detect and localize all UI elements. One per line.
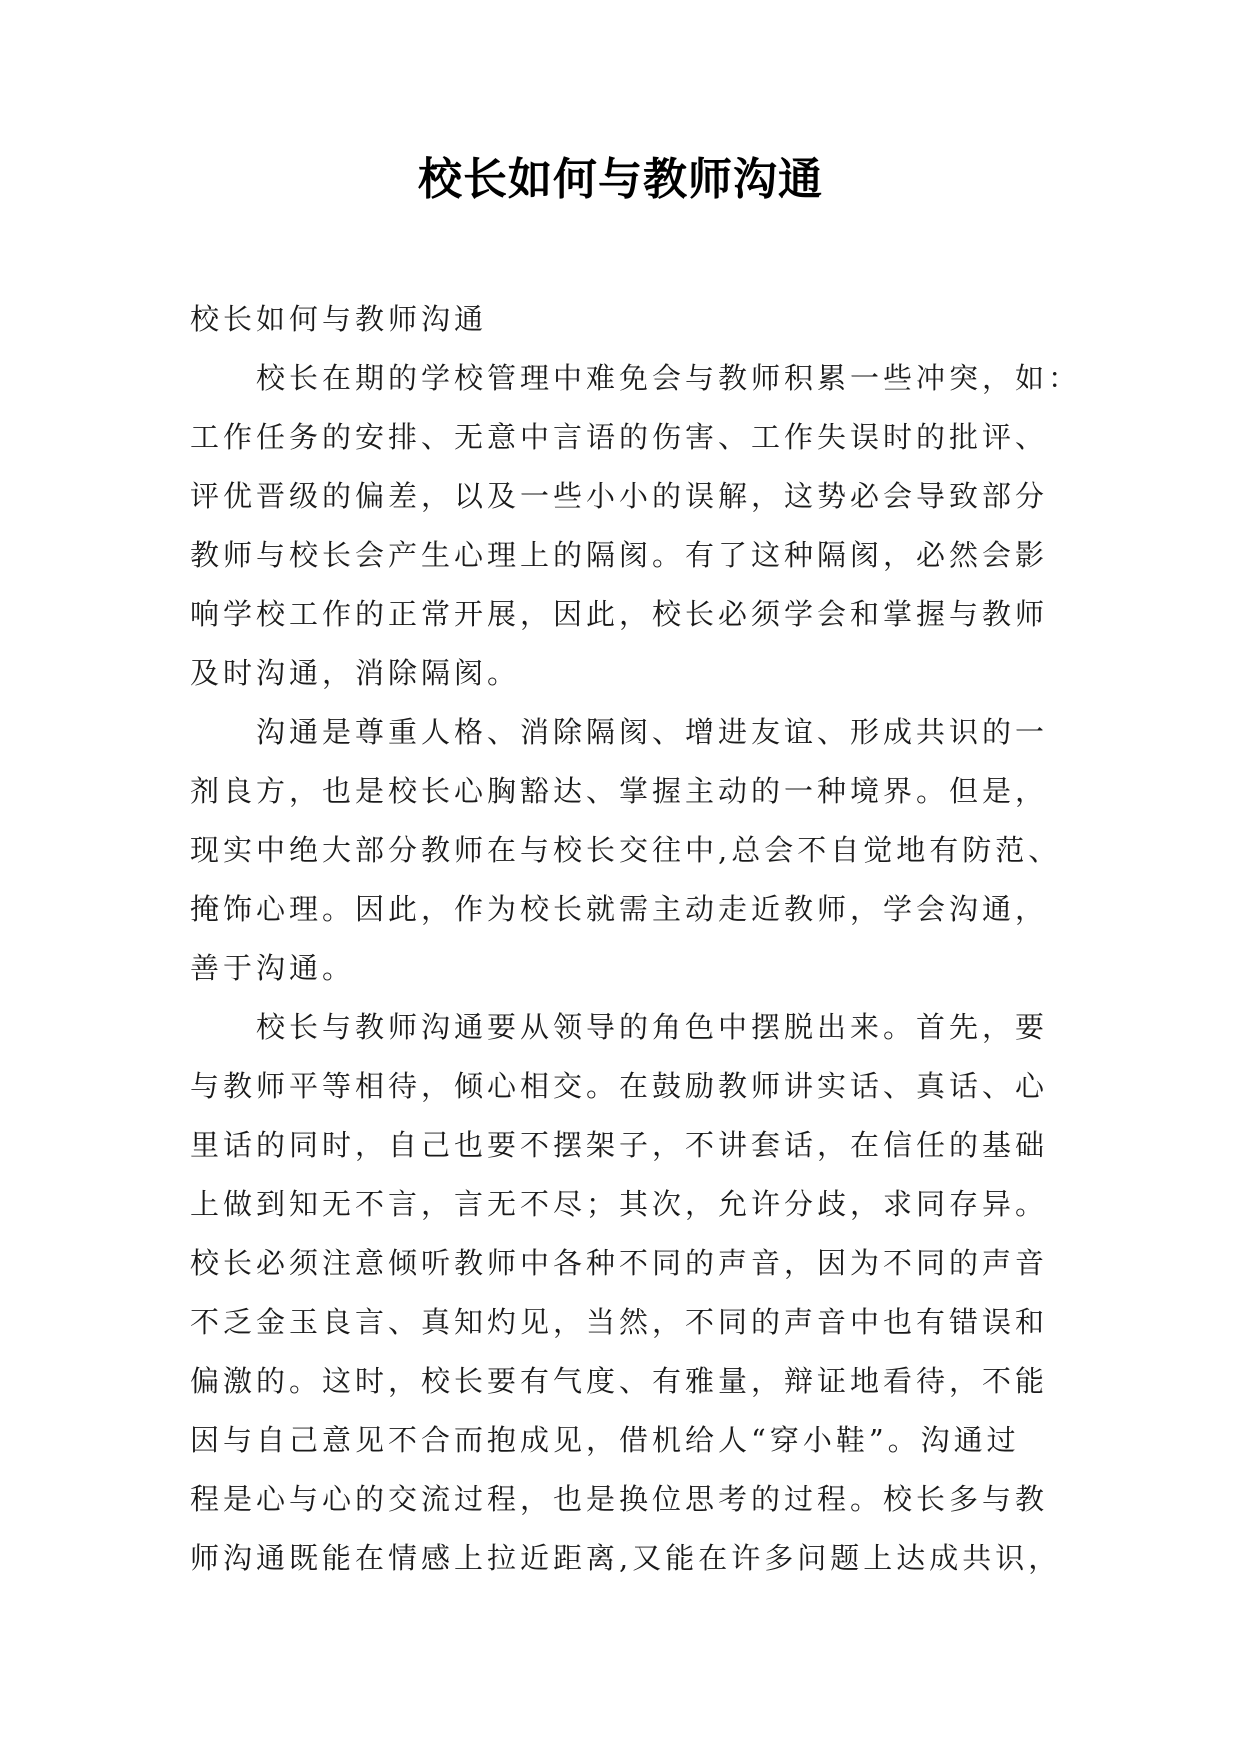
- paragraph-line: 教师与校长会产生心理上的隔阂。有了这种隔阂，必然会影: [190, 538, 1049, 572]
- paragraph-line: 现实中绝大部分教师在与校长交往中,总会不自觉地有防范、: [190, 833, 1062, 867]
- paragraph-line: 善于沟通。: [190, 951, 356, 985]
- paragraph-line: 工作任务的安排、无意中言语的伤害、工作失误时的批评、: [190, 420, 1049, 454]
- paragraph-line: 与教师平等相待，倾心相交。在鼓励教师讲实话、真话、心: [190, 1069, 1049, 1103]
- paragraph-line: 剂良方，也是校长心胸豁达、掌握主动的一种境界。但是，: [190, 774, 1049, 808]
- paragraph-line: 响学校工作的正常开展，因此，校长必须学会和掌握与教师: [190, 597, 1049, 631]
- paragraph-line: 校长与教师沟通要从领导的角色中摆脱出来。首先，要: [256, 1010, 1049, 1044]
- paragraph-line: 及时沟通，消除隔阂。: [190, 656, 521, 690]
- paragraph-line: 里话的同时，自己也要不摆架子，不讲套话，在信任的基础: [190, 1128, 1049, 1162]
- subtitle-line: 校长如何与教师沟通: [190, 302, 488, 336]
- paragraph-line: 师沟通既能在情感上拉近距离,又能在许多问题上达成共识，: [190, 1541, 1062, 1575]
- document-body: [190, 290, 1082, 1588]
- paragraph-line: 掩饰心理。因此，作为校长就需主动走近教师，学会沟通，: [190, 892, 1049, 926]
- document-title: 校长如何与教师沟通: [418, 154, 823, 205]
- paragraph-line: 沟通是尊重人格、消除隔阂、增进友谊、形成共识的一: [256, 715, 1049, 749]
- paragraph-line: 不乏金玉良言、真知灼见，当然，不同的声音中也有错误和: [190, 1305, 1049, 1339]
- paragraph-line: 偏激的。这时，校长要有气度、有雅量，辩证地看待，不能: [190, 1364, 1049, 1398]
- paragraph-line: 校长必须注意倾听教师中各种不同的声音，因为不同的声音: [190, 1246, 1049, 1280]
- paragraph-line: 评优晋级的偏差，以及一些小小的误解，这势必会导致部分: [190, 479, 1049, 513]
- paragraph-line: 上做到知无不言，言无不尽；其次，允许分歧，求同存异。: [190, 1187, 1049, 1221]
- paragraph-line: 校长在期的学校管理中难免会与教师积累一些冲突，如：: [256, 361, 1082, 395]
- paragraph-line: 因与自己意见不合而抱成见，借机给人“穿小鞋”。沟通过: [190, 1423, 1020, 1457]
- paragraph-line: 程是心与心的交流过程，也是换位思考的过程。校长多与教: [190, 1482, 1049, 1516]
